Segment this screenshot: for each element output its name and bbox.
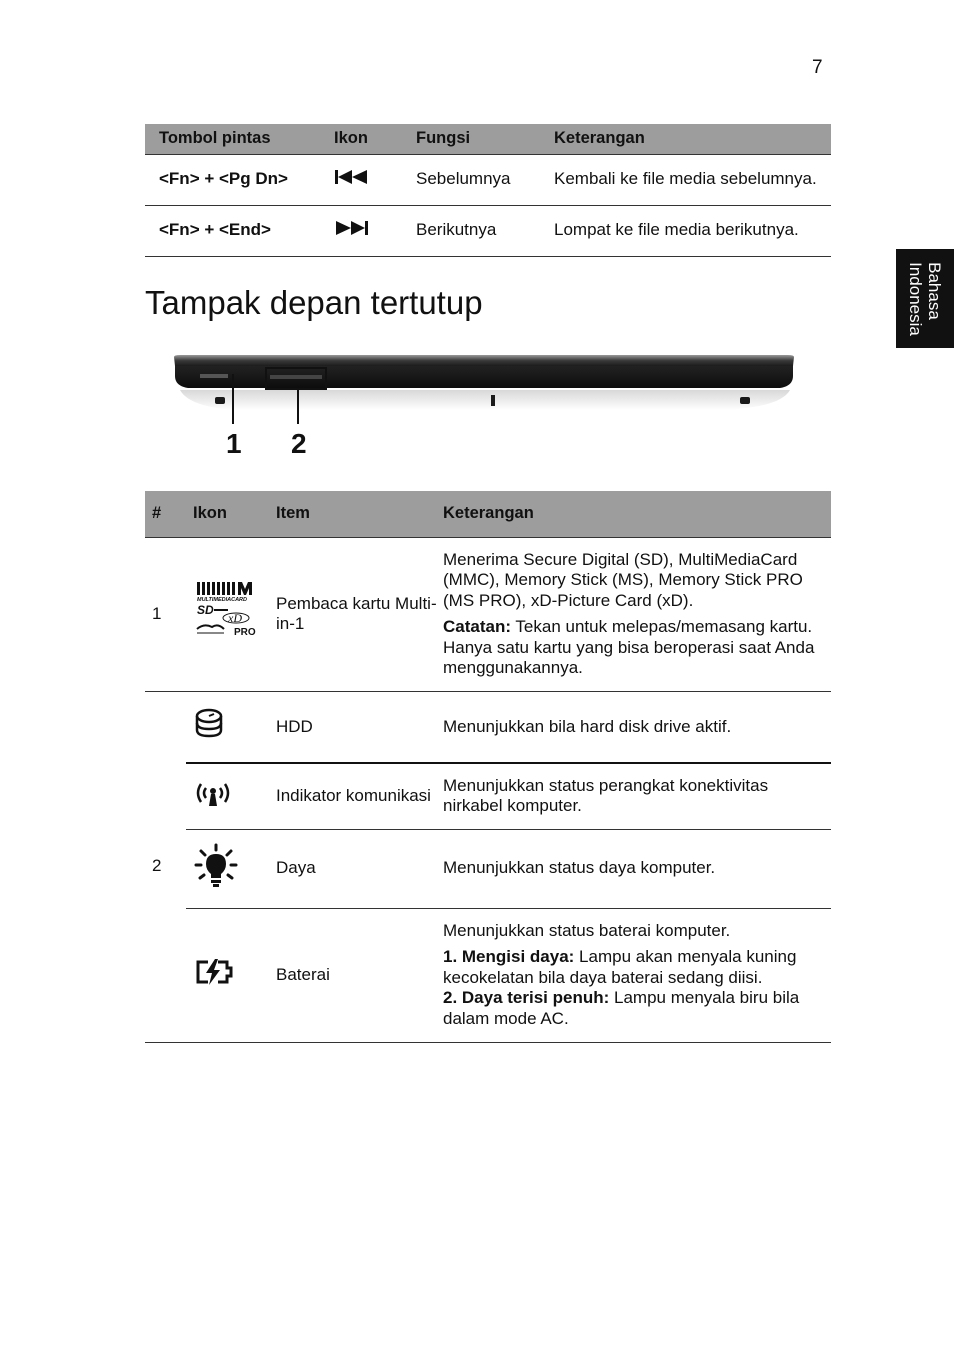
status-full-label: 2. Daya terisi penuh: [443,988,610,1008]
language-tab [896,249,954,348]
header-fungsi: Fungsi [402,124,540,154]
note-label: Catatan: [443,617,512,636]
header-tombol-pintas: Tombol pintas [145,124,320,154]
item-description: Menunjukkan bila hard disk drive aktif. [443,691,831,763]
shortcut-function: Sebelumnya [416,169,511,189]
battery-icon [186,908,276,1042]
item-description: Menunjukkan status daya komputer. [443,829,831,908]
header-number: # [145,491,186,537]
status-charging-text: Lampu akan menyala kuning kecokelatan bila daya baterai sedang diisi. [443,947,797,987]
callout-1: 1 [226,428,242,459]
item-name: Pembaca kartu Multi-in-1 [276,537,443,691]
item-description: Menunjukkan status perangkat konektivitas nirkabel komputer. [443,763,831,829]
item-name: Indikator komunikasi [276,763,443,829]
svg-text:MULTIMEDIACARD: MULTIMEDIACARD [197,597,248,604]
svg-text:SD: SD [197,603,214,618]
header-keterangan: Keterangan [540,124,831,154]
item-name: Daya [276,829,443,908]
svg-text:xD: xD [228,611,242,626]
next-track-icon [320,205,402,256]
note-text: Tekan untuk melepas/memasang kartu. Hanya satu kartu yang bisa beroperasi saat Anda menggunakannya. [443,617,815,677]
header-ikon: Ikon [320,124,402,154]
header-keterangan: Keterangan [443,491,831,537]
item-description [443,537,831,691]
card-reader-icon [186,537,276,691]
table-row [145,154,831,205]
callout-2: 2 [291,428,307,459]
status-full-text: Lampu menyala biru bila dalam mode AC. [443,988,800,1028]
page-number: 7 [812,57,823,78]
status-charging [443,947,827,988]
laptop-front-view-figure [160,350,800,465]
hdd-icon [186,691,276,763]
table-row [145,829,831,908]
item-description [443,908,831,1042]
row-number: 2 [145,691,186,1042]
shortcut-table-header [145,124,831,154]
shortcut-description: Lompat ke file media berikutnya. [554,220,799,240]
items-table [145,491,831,1043]
header-item: Item [276,491,443,537]
previous-track-icon [320,154,402,205]
status-full [443,988,827,1029]
header-ikon: Ikon [186,491,276,537]
wireless-icon [186,763,276,829]
shortcut-table [145,124,831,257]
shortcut-description: Kembali ke file media sebelumnya. [554,169,817,189]
table-row [145,908,831,1042]
svg-text:PRO: PRO [234,627,256,639]
shortcut-key: <Fn> + <End> [159,220,271,240]
item-name: Baterai [276,908,443,1042]
note [443,617,827,679]
description-text: Menunjukkan status baterai komputer. [443,920,731,940]
section-title: Tampak depan tertutup [145,284,483,321]
table-row [145,205,831,256]
shortcut-function: Berikutnya [416,220,497,240]
power-icon [186,829,276,908]
table-row [145,763,831,829]
items-table-header [145,491,831,537]
shortcut-key: <Fn> + <Pg Dn> [159,169,288,189]
table-row [145,691,831,763]
item-name: HDD [276,691,443,763]
language-tab-line2: Indonesia [906,261,925,336]
description-text: Menerima Secure Digital (SD), MultiMediaCard (MMC), Memory Stick (MS), Memory Stick PRO (MS PRO), xD-Picture Card (xD). [443,549,803,610]
row-number: 1 [145,537,186,691]
language-tab-line1: Bahasa [925,261,944,320]
status-charging-label: 1. Mengisi daya: [443,947,575,967]
table-row [145,537,831,691]
